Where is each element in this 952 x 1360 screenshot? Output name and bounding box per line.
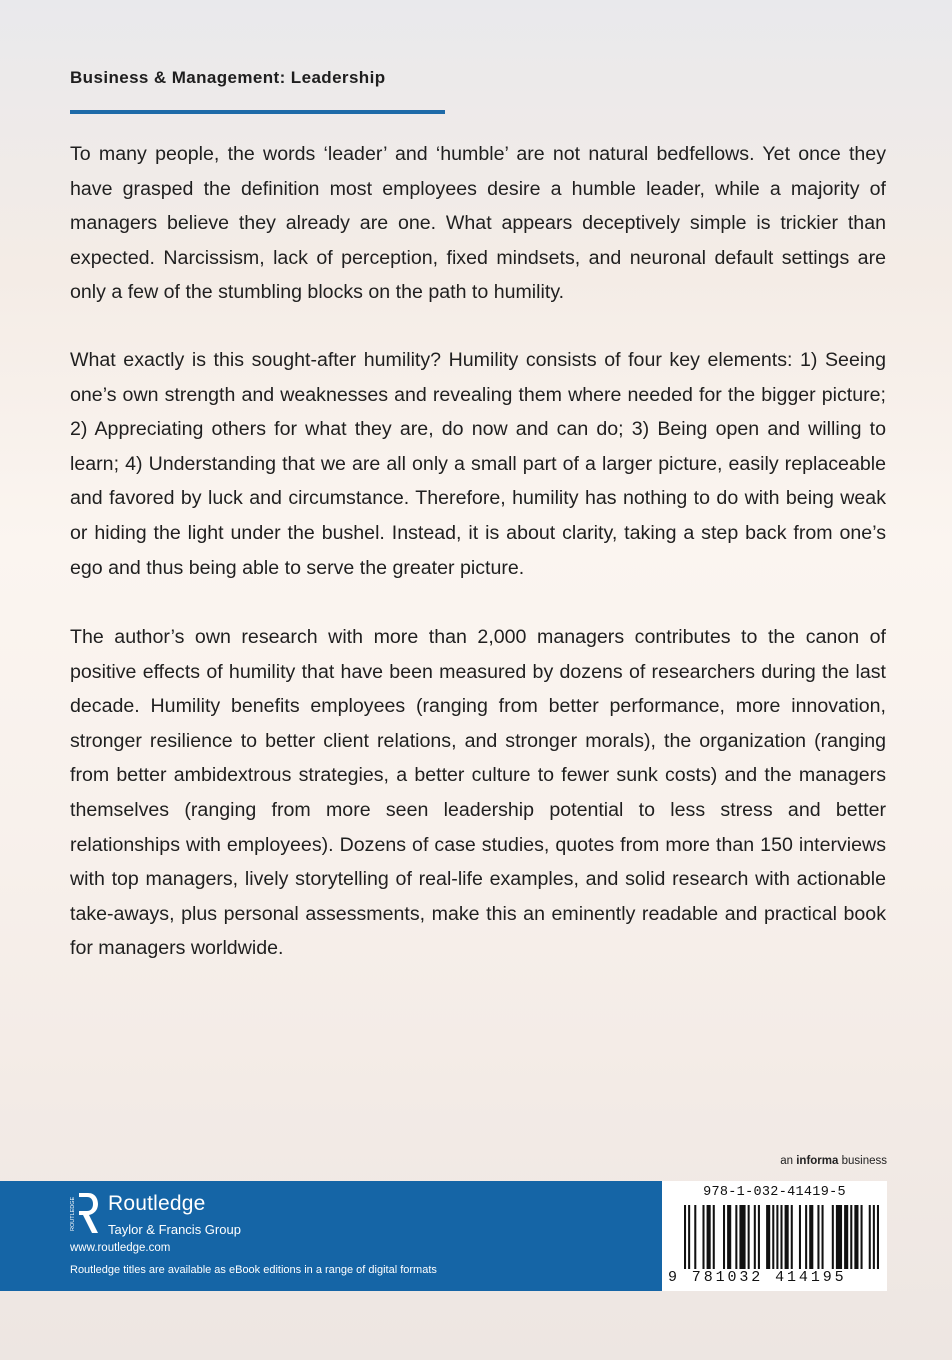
publisher-website[interactable]: www.routledge.com (70, 1242, 171, 1254)
barcode-bar (723, 1205, 725, 1273)
barcode-bar (776, 1205, 778, 1273)
barcode-bar (684, 1205, 686, 1273)
blurb-paragraph-1: To many people, the words ‘leader’ and ‘humble’ are not natural bedfellows. Yet once they have grasped the definition most employees desire a humble leader, while a majority of managers believe they already are one. What appears deceptively simple is trickier than expected. Narcissism, lack of perception, fixed mindsets, and neuronal default settings are only a few of the stumbling blocks on the path to humility. (70, 143, 886, 304)
barcode-bar (785, 1205, 789, 1273)
informa-brand: informa (796, 1155, 839, 1167)
barcode-bar (727, 1205, 731, 1273)
barcode-bar (850, 1205, 852, 1273)
barcode-bar (748, 1205, 750, 1273)
barcode-bar (861, 1205, 863, 1273)
barcode-bar (832, 1205, 834, 1273)
logo-vertical-text: ROUTLEDGE (70, 1196, 76, 1231)
isbn-hyphenated: 978-1-032-41419-5 (703, 1185, 846, 1200)
barcode-bar (791, 1205, 793, 1273)
barcode-bar (707, 1205, 711, 1273)
informa-prefix: an (780, 1155, 794, 1167)
barcode-bar (702, 1205, 704, 1273)
barcode-bar (869, 1205, 871, 1273)
barcode-bars (684, 1205, 879, 1273)
barcode-bar (854, 1205, 858, 1273)
isbn-barcode (662, 1181, 887, 1291)
barcode-bar (817, 1205, 819, 1273)
barcode-bar (780, 1205, 782, 1273)
barcode-bar (805, 1205, 807, 1273)
ebook-note: Routledge titles are available as eBook editions in a range of digital formats (70, 1264, 437, 1276)
barcode-bar (844, 1205, 848, 1273)
barcode-bar (772, 1205, 774, 1273)
publisher-group: Taylor & Francis Group (108, 1222, 241, 1237)
barcode-bar (688, 1205, 690, 1273)
barcode-bar (809, 1205, 813, 1273)
routledge-logo-icon (68, 1191, 100, 1235)
barcode-bar (754, 1205, 756, 1273)
publisher-name: Routledge (108, 1192, 206, 1215)
informa-business-tag (780, 1155, 887, 1167)
barcode-bar (822, 1205, 824, 1273)
isbn-digits: 9 781032 414195 (668, 1269, 883, 1286)
blurb-paragraph-2: What exactly is this sought-after humility? Humility consists of four key elements: 1) Seeing one’s own strength and weaknesses and revealing them where needed for the bigger picture; 2) Appreciating others for what they are, do now and can do; 3) Being open and willing to learn; 4) Understanding that we are all only a small part of a larger picture, easily replaceable and favored by luck and circumstance. Therefore, humility has nothing to do with being weak or hiding the light under the bushel. Instead, it is about clarity, taking a step back from one’s ego and thus being able to serve the greater picture. (70, 349, 886, 579)
barcode-bar (694, 1205, 696, 1273)
barcode-bar (836, 1205, 842, 1273)
blurb-paragraph-3: The author’s own research with more than 2,000 managers contributes to the canon of positive effects of humility that have been measured by dozens of researchers during the last decade. Humility benefits employees (ranging from better performance, more innovation, stronger resilience to better client relations, and stronger morals), the organization (ranging from better ambidextrous strategies, a better culture to fewer sunk costs) and the managers themselves (ranging from more seen leadership potential to less stress and better relationships with employees). Dozens of case studies, quotes from more than 150 interviews with top managers, lively storytelling of real-life examples, and solid research with actionable take-aways, plus personal assessments, make this an eminently readable and practical book for managers worldwide. (70, 626, 886, 960)
publisher-band (0, 1181, 662, 1291)
barcode-bar (735, 1205, 737, 1273)
barcode-bar (877, 1205, 879, 1273)
barcode-bar (713, 1205, 715, 1273)
heading-rule (70, 110, 445, 114)
barcode-bar (758, 1205, 760, 1273)
barcode-bar (766, 1205, 770, 1273)
category-heading: Business & Management: Leadership (70, 68, 386, 87)
barcode-bar (739, 1205, 745, 1273)
informa-suffix: business (841, 1155, 887, 1167)
barcode-bar (873, 1205, 875, 1273)
barcode-bar (799, 1205, 801, 1273)
